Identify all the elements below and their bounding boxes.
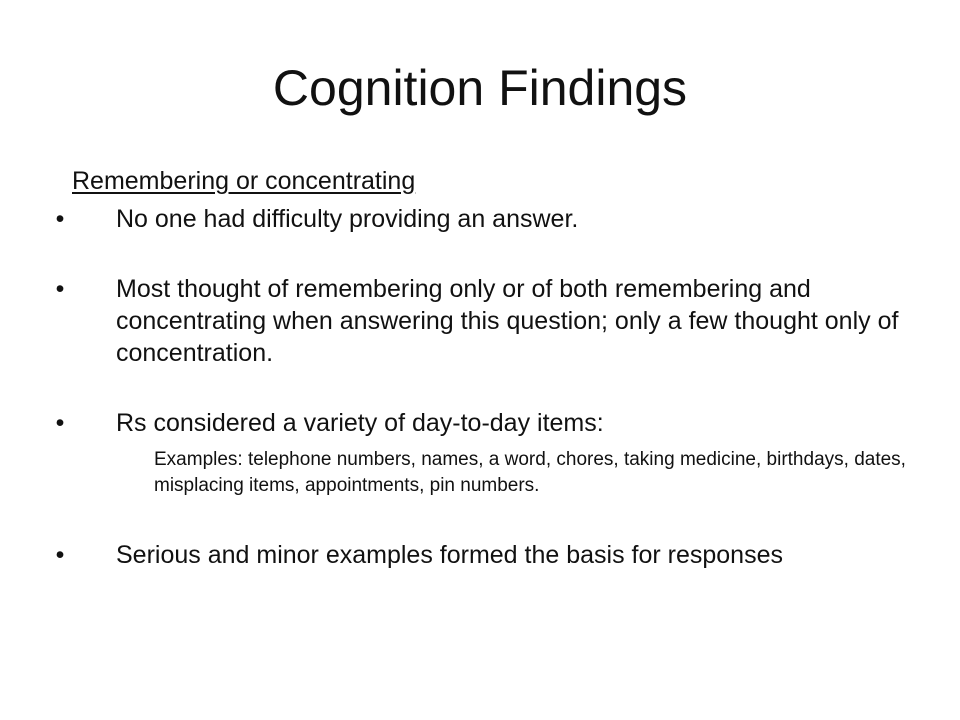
bullet-marker: •	[55, 541, 65, 569]
section-subheading: Remembering or concentrating	[72, 167, 416, 195]
slide-body	[55, 165, 912, 571]
bullet-text: Serious and minor examples formed the basis for responses	[116, 541, 783, 569]
bullet-text: Most thought of remembering only or of both remembering and concentrating when answering this question; only a few thought only of concentration.	[116, 275, 899, 367]
slide-title: Cognition Findings	[272, 60, 688, 116]
bullet-item	[55, 273, 912, 369]
bullet-item	[55, 203, 912, 235]
bullet-text: Rs considered a variety of day-to-day items:	[116, 409, 604, 437]
bullet-marker: •	[55, 409, 65, 437]
sub-bullet-text: Examples: telephone numbers, names, a word, chores, taking medicine, birthdays, dates, misplacing items, appointments, pin numbers.	[154, 449, 906, 496]
bullet-item	[55, 407, 912, 439]
bullet-item	[55, 539, 912, 571]
bullet-text: No one had difficulty providing an answer.	[116, 205, 579, 233]
bullet-marker: •	[55, 275, 65, 303]
bullet-marker: •	[55, 205, 65, 233]
